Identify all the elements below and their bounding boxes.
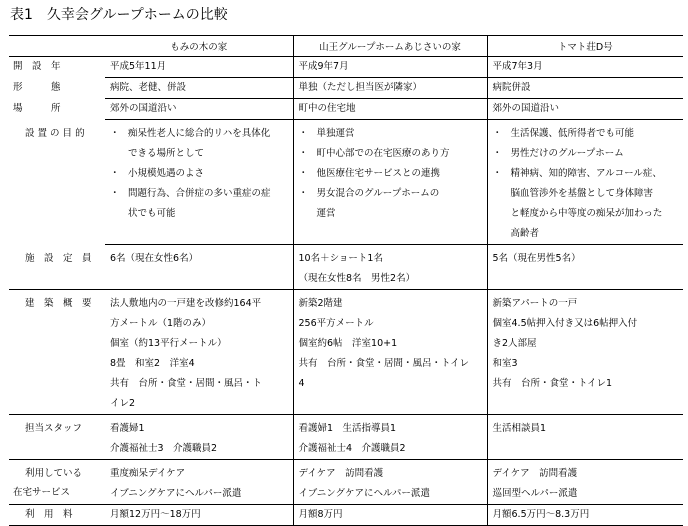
teiin-tomato: 5名（現在男性5名）: [487, 245, 683, 290]
table-title: 表1 久幸会グループホームの比較: [10, 7, 228, 23]
basho-tomato: 郊外の国道沿い: [487, 99, 683, 120]
ryoukin-ajisai: 月額8万円: [293, 505, 487, 526]
header-tomato: トマト荘D号: [487, 36, 683, 57]
list-item: ・ 生活保護、低所得者でも可能: [493, 124, 684, 144]
kenchiku-momi: 法人敷地内の一戸建を改修約164平 方メートル（1階のみ） 個室（約13平行メートル） 8畳 和室2 洋室4 共有 台所・食堂・居間・風呂・ト イレ2: [105, 290, 293, 415]
list-item: ・ 小規模処遇のよさ: [110, 164, 293, 184]
row-service: [9, 460, 683, 505]
kaisetsu-tomato: 平成7年3月: [487, 57, 683, 78]
row-staff: [9, 415, 683, 460]
mokuteki-ajisai: [293, 120, 487, 245]
teiin-momi: 6名（現在女性6名）: [105, 245, 293, 290]
staff-momi: 看護婦1 介護福祉士3 介護職員2: [105, 415, 293, 460]
basho-momi: 郊外の国道沿い: [105, 99, 293, 120]
keitai-tomato: 病院併設: [487, 78, 683, 99]
label-kenchiku: 建 築 概 要: [9, 290, 105, 415]
label-keitai: 形 態: [13, 81, 61, 93]
keitai-ajisai: 単独（ただし担当医が隣家）: [293, 78, 487, 99]
row-ryoukin: [9, 505, 683, 526]
label-basho: 場 所: [13, 102, 61, 114]
list-item: ・ 単独運営: [299, 124, 487, 144]
service-tomato: デイケア 訪問看護 巡回型ヘルパー派遣: [487, 460, 683, 505]
header-ajisai: 山王グループホームあじさいの家: [293, 36, 487, 57]
label-service: 利用している 在宅サービス: [9, 460, 105, 505]
row-keitai: [9, 78, 683, 99]
ryoukin-momi: 月額12万円～18万円: [105, 505, 293, 526]
staff-ajisai: 看護婦1 生活指導員1 介護福祉士4 介護職員2: [293, 415, 487, 460]
list-item: ・ 痴呆性老人に総合的リハを具体化 できる場所として: [110, 124, 293, 164]
service-ajisai: デイケア 訪問看護 イブニングケアにヘルパー派遣: [293, 460, 487, 505]
row-mokuteki: [9, 120, 683, 245]
list-item: ・ 精神病、知的障害、アルコール症、 脳血管渉外を基盤として身体障害 と軽度から中等度の痴呆が加わった 高齢者: [493, 164, 684, 244]
list-item: ・ 男女混合のグループホームの 運営: [299, 184, 487, 224]
ryoukin-tomato: 月額6.5万円～8.3万円: [487, 505, 683, 526]
label-ryoukin: 利 用 料: [9, 505, 105, 526]
service-momi: 重度痴呆デイケア イブニングケアにヘルパー派遣: [105, 460, 293, 505]
staff-tomato: 生活相談員1: [487, 415, 683, 460]
mokuteki-tomato: [487, 120, 683, 245]
label-kaisetsu: 開 設 年: [13, 61, 61, 72]
comparison-table: [9, 35, 683, 526]
row-kenchiku: [9, 290, 683, 415]
header-row: [9, 36, 683, 57]
kenchiku-ajisai: 新築2階建 256平方メートル 個室約6帖 洋室10+1 共有 台所・食堂・居間・風呂・トイレ 4: [293, 290, 487, 415]
row-kaisetsu: [9, 57, 683, 78]
label-staff: 担当スタッフ: [9, 415, 105, 460]
header-blank: [9, 36, 105, 57]
header-momi: もみの木の家: [105, 36, 293, 57]
row-teiin: [9, 245, 683, 290]
list-item: ・ 問題行為、合併症の多い重症の症 状でも可能: [110, 184, 293, 224]
list-item: ・ 男性だけのグループホーム: [493, 144, 684, 164]
basho-ajisai: 町中の住宅地: [293, 99, 487, 120]
kaisetsu-momi: 平成5年11月: [105, 57, 293, 78]
mokuteki-momi: [105, 120, 293, 245]
kenchiku-tomato: 新築アパートの一戸 個室4.5帖押入付き又は6帖押入付 き2人部屋 和室3 共有 台所・食堂・トイレ1: [487, 290, 683, 415]
kaisetsu-ajisai: 平成9年7月: [293, 57, 487, 78]
list-item: ・ 他医療住宅サービスとの連携: [299, 164, 487, 184]
row-basho: [9, 99, 683, 120]
list-item: ・ 町中心部での在宅医療のあり方: [299, 144, 487, 164]
label-teiin: 施 設 定 員: [9, 245, 105, 290]
teiin-ajisai: 10名＋ショート1名 （現在女性8名 男性2名）: [293, 245, 487, 290]
label-mokuteki: 設 置 の 目 的: [25, 127, 85, 139]
keitai-momi: 病院、老健、併設: [105, 78, 293, 99]
